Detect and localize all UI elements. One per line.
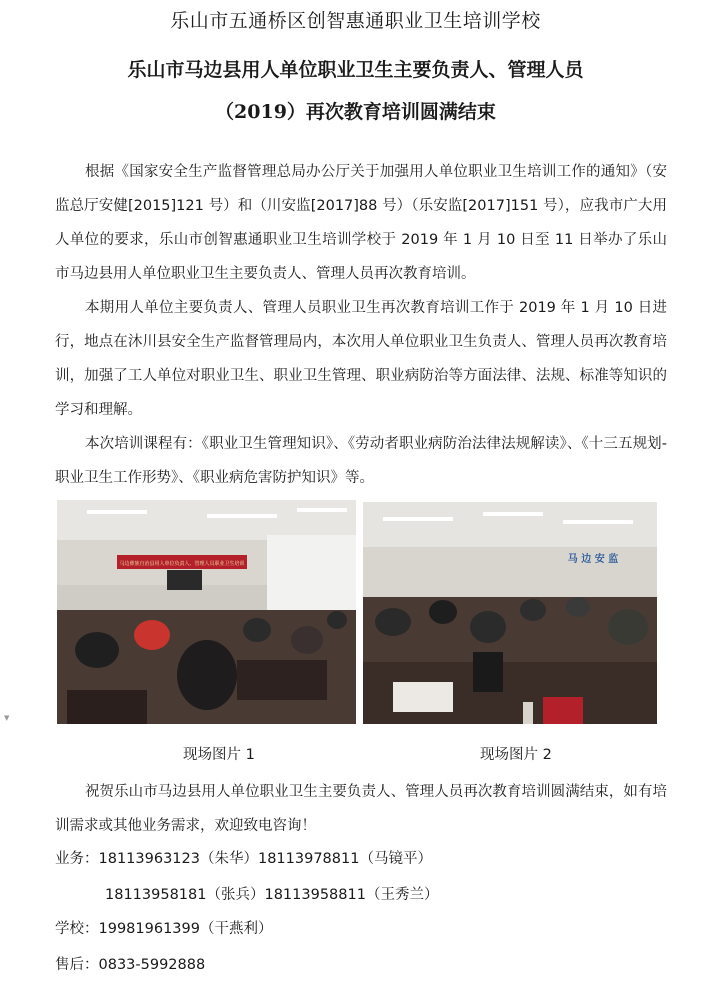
school-phone: 19981961399（干燕利） <box>98 921 273 937</box>
after-sales-label: 售后： <box>55 957 99 973</box>
paragraph-closing: 祝贺乐山市马边县用人单位职业卫生主要负责人、管理人员再次教育培训圆满结束，如有培训需求或其他业务需求，欢迎致电咨询！ <box>55 784 667 834</box>
paragraph-courses: 本次培训课程有：《职业卫生管理知识》、《劳动者职业病防治法律法规解读》、《十三五规划-职业卫生工作形势》、《职业病危害防护知识》等。 <box>55 436 667 486</box>
photo-2-caption: 现场图片 2 <box>480 747 552 763</box>
document-title-line-1: 乐山市马边县用人单位职业卫生主要负责人、管理人员 <box>127 59 584 81</box>
training-photo-1-image <box>57 500 356 724</box>
photo-1-banner-text: 马边彝族自治县用人单位负责人、管理人员职业卫生培训 <box>119 561 245 567</box>
paragraph-session-details: 本期用人单位主要负责人、管理人员职业卫生再次教育培训工作于 2019 年 1 月 10 日进行，地点在沐川县安全生产监督管理局内，本次用人单位职业卫生负责人、管理人员再次教育培训，加强了工人单位对职业卫生、职业卫生管理、职业病防治等方面法律、法规、标准等知识的学习和理解。 <box>55 300 667 418</box>
photo-2-wall-sign: 马 边 安 监 <box>567 554 619 565</box>
school-contact-line <box>55 917 272 938</box>
training-photo-2-image <box>363 502 657 724</box>
business-contact-line-1 <box>55 847 432 868</box>
training-photo-2 <box>363 502 657 724</box>
after-sales-contact-line <box>55 953 205 974</box>
business-label: 业务： <box>55 851 99 867</box>
training-photo-1 <box>57 500 356 724</box>
business-phones-2: 18113958181（张兵）18113958811（王秀兰） <box>105 887 439 903</box>
business-phones-1: 18113963123（朱华）18113978811（马镜平） <box>98 851 432 867</box>
school-name-header: 乐山市五通桥区创智惠通职业卫生培训学校 <box>170 10 541 32</box>
margin-marker-icon: ▼ <box>4 714 10 722</box>
business-contact-line-2 <box>105 883 438 904</box>
paragraph-intro: 根据《国家安全生产监督管理总局办公厅关于加强用人单位职业卫生培训工作的通知》（安监总厅安健[2015]121 号）和（川安监[2017]88 号）（乐安监[2017]151 号），应我市广大用人单位的要求，乐山市创智惠通职业卫生培训学校于 2019 年 1 月 10 日至 11 日举办了乐山市马边县用人单位职业卫生主要负责人、管理人员再次教育培训。 <box>55 164 667 282</box>
school-label: 学校： <box>55 921 99 937</box>
after-sales-phone: 0833-5992888 <box>98 957 206 973</box>
photo-1-caption: 现场图片 1 <box>183 747 255 763</box>
document-title-line-2: （2019）再次教育培训圆满结束 <box>215 101 496 123</box>
